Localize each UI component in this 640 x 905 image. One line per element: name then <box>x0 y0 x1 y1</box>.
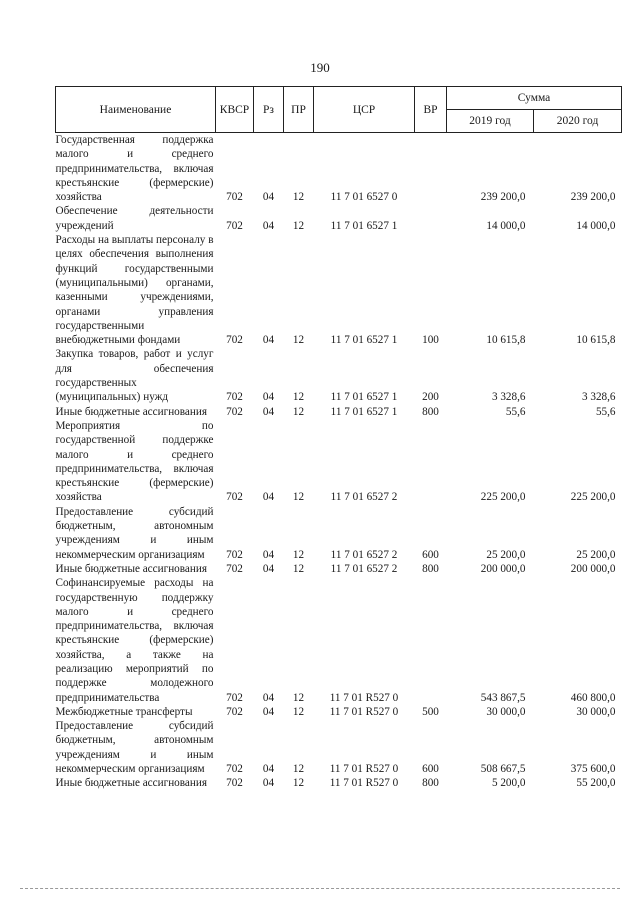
cell-csr: 11 7 01 6527 2 <box>330 548 398 561</box>
cell-kvsr: 702 <box>226 391 243 404</box>
cell-kvsr: 702 <box>226 562 243 575</box>
cell-kvsr: 702 <box>226 705 243 718</box>
cell-vr: 100 <box>422 334 439 347</box>
cell-y2019: 543 867,5 <box>480 691 526 704</box>
table-row <box>56 419 622 505</box>
cell-rz: 04 <box>262 491 275 504</box>
cell-pr: 12 <box>292 777 305 790</box>
cell-rz: 04 <box>262 562 275 575</box>
cell-y2019: 5 200,0 <box>491 777 526 790</box>
table-row <box>56 562 622 576</box>
cell-rz: 04 <box>262 191 275 204</box>
table-row <box>56 776 622 790</box>
cell-kvsr: 702 <box>226 777 243 790</box>
cell-y2020: 375 600,0 <box>570 763 616 776</box>
cell-y2020: 3 328,6 <box>581 391 616 404</box>
cell-vr <box>415 133 447 205</box>
cell-name: Предоставление субсидий бюджетным, автономным учреждениям и иным некоммерческим организациям <box>55 720 214 776</box>
cell-kvsr: 702 <box>226 334 243 347</box>
cell-kvsr: 702 <box>226 405 243 418</box>
cell-pr: 12 <box>292 548 305 561</box>
bottom-scan-line <box>20 888 620 889</box>
cell-name: Расходы на выплаты персоналу в целях обеспечения выполнения функций государственными (муниципальными) органами, казенными учреждениями, органами управления государственными внебюджетными фондами <box>55 234 214 347</box>
cell-vr <box>415 204 447 233</box>
cell-rz: 04 <box>262 691 275 704</box>
cell-vr: 500 <box>422 705 439 718</box>
table-row <box>56 133 622 205</box>
cell-name: Закупка товаров, работ и услуг для обеспечения государственных (муниципальных) нужд <box>55 348 214 404</box>
cell-csr: 11 7 01 R527 0 <box>329 705 399 718</box>
cell-name: Обеспечение деятельности учреждений <box>55 205 214 232</box>
header-kvsr: КВСР <box>216 87 254 133</box>
cell-vr <box>415 576 447 705</box>
header-vr: ВР <box>415 87 447 133</box>
cell-y2019: 14 000,0 <box>486 219 526 232</box>
cell-y2019: 55,6 <box>505 405 526 418</box>
cell-vr: 600 <box>422 763 439 776</box>
cell-vr: 800 <box>422 405 439 418</box>
cell-vr <box>415 419 447 505</box>
cell-csr: 11 7 01 6527 1 <box>330 334 398 347</box>
cell-pr: 12 <box>292 405 305 418</box>
cell-y2020: 460 800,0 <box>570 691 616 704</box>
cell-vr: 200 <box>422 391 439 404</box>
cell-kvsr: 702 <box>226 763 243 776</box>
header-pr: ПР <box>284 87 314 133</box>
cell-name: Иные бюджетные ассигнования <box>55 777 207 790</box>
header-name: Наименование <box>56 87 216 133</box>
cell-name: Иные бюджетные ассигнования <box>55 405 207 418</box>
cell-kvsr: 702 <box>226 548 243 561</box>
header-2020: 2020 год <box>534 110 622 133</box>
header-2019: 2019 год <box>447 110 534 133</box>
cell-rz: 04 <box>262 705 275 718</box>
cell-y2020: 239 200,0 <box>570 191 616 204</box>
cell-rz: 04 <box>262 405 275 418</box>
cell-pr: 12 <box>292 491 305 504</box>
table-row <box>56 719 622 776</box>
table-row <box>56 405 622 419</box>
cell-y2019: 508 667,5 <box>480 763 526 776</box>
cell-y2019: 25 200,0 <box>486 548 526 561</box>
cell-y2020: 30 000,0 <box>576 705 616 718</box>
cell-y2019: 239 200,0 <box>480 191 526 204</box>
cell-name: Софинансируемые расходы на государственную поддержку малого и среднего предпринимательства, включая крестьянские (фермерские) хозяйства, а также на реализацию мероприятий по поддержке молодежного предпринимательства <box>55 577 214 704</box>
cell-rz: 04 <box>262 777 275 790</box>
cell-kvsr: 702 <box>226 691 243 704</box>
cell-y2019: 30 000,0 <box>486 705 526 718</box>
cell-y2020: 10 615,8 <box>576 334 616 347</box>
cell-rz: 04 <box>262 548 275 561</box>
cell-name: Государственная поддержка малого и среднего предпринимательства, включая крестьянские (фермерские) хозяйства <box>55 134 214 204</box>
cell-rz: 04 <box>262 391 275 404</box>
cell-csr: 11 7 01 6527 1 <box>330 391 398 404</box>
cell-y2020: 225 200,0 <box>570 491 616 504</box>
cell-y2020: 14 000,0 <box>576 219 616 232</box>
cell-vr: 800 <box>422 562 439 575</box>
cell-csr: 11 7 01 6527 1 <box>330 219 398 232</box>
cell-rz: 04 <box>262 763 275 776</box>
table-row <box>56 347 622 404</box>
cell-vr: 800 <box>422 777 439 790</box>
header-rz: Рз <box>254 87 284 133</box>
cell-kvsr: 702 <box>226 219 243 232</box>
cell-csr: 11 7 01 R527 0 <box>329 763 399 776</box>
cell-name: Межбюджетные трансферты <box>55 705 193 718</box>
cell-csr: 11 7 01 R527 0 <box>329 691 399 704</box>
cell-csr: 11 7 01 6527 1 <box>330 405 398 418</box>
cell-vr: 600 <box>422 548 439 561</box>
cell-y2020: 55 200,0 <box>576 777 616 790</box>
cell-pr: 12 <box>292 763 305 776</box>
page-number: 190 <box>310 60 330 75</box>
cell-pr: 12 <box>292 191 305 204</box>
cell-rz: 04 <box>262 334 275 347</box>
cell-pr: 12 <box>292 391 305 404</box>
cell-csr: 11 7 01 6527 0 <box>330 191 398 204</box>
cell-csr: 11 7 01 6527 2 <box>330 562 398 575</box>
cell-name: Иные бюджетные ассигнования <box>55 562 207 575</box>
budget-table <box>55 86 622 791</box>
cell-y2020: 25 200,0 <box>576 548 616 561</box>
cell-y2019: 225 200,0 <box>480 491 526 504</box>
cell-pr: 12 <box>292 334 305 347</box>
cell-kvsr: 702 <box>226 191 243 204</box>
cell-rz: 04 <box>262 219 275 232</box>
cell-kvsr: 702 <box>226 491 243 504</box>
header-csr: ЦСР <box>314 87 415 133</box>
cell-name: Мероприятия по государственной поддержке малого и среднего предпринимательства, включая крестьянские (фермерские) хозяйства <box>55 419 214 504</box>
table-row <box>56 705 622 719</box>
cell-y2019: 200 000,0 <box>480 562 526 575</box>
table-row <box>56 576 622 705</box>
table-row <box>56 233 622 347</box>
cell-pr: 12 <box>292 691 305 704</box>
cell-name: Предоставление субсидий бюджетным, автономным учреждениям и иным некоммерческим организациям <box>55 505 214 561</box>
cell-y2020: 55,6 <box>595 405 616 418</box>
cell-pr: 12 <box>292 562 305 575</box>
cell-y2019: 3 328,6 <box>491 391 526 404</box>
cell-y2019: 10 615,8 <box>486 334 526 347</box>
cell-pr: 12 <box>292 219 305 232</box>
cell-pr: 12 <box>292 705 305 718</box>
table-row <box>56 204 622 233</box>
cell-csr: 11 7 01 6527 2 <box>330 491 398 504</box>
cell-csr: 11 7 01 R527 0 <box>329 777 399 790</box>
header-sum: Сумма <box>447 87 622 110</box>
table-row <box>56 505 622 562</box>
cell-y2020: 200 000,0 <box>570 562 616 575</box>
